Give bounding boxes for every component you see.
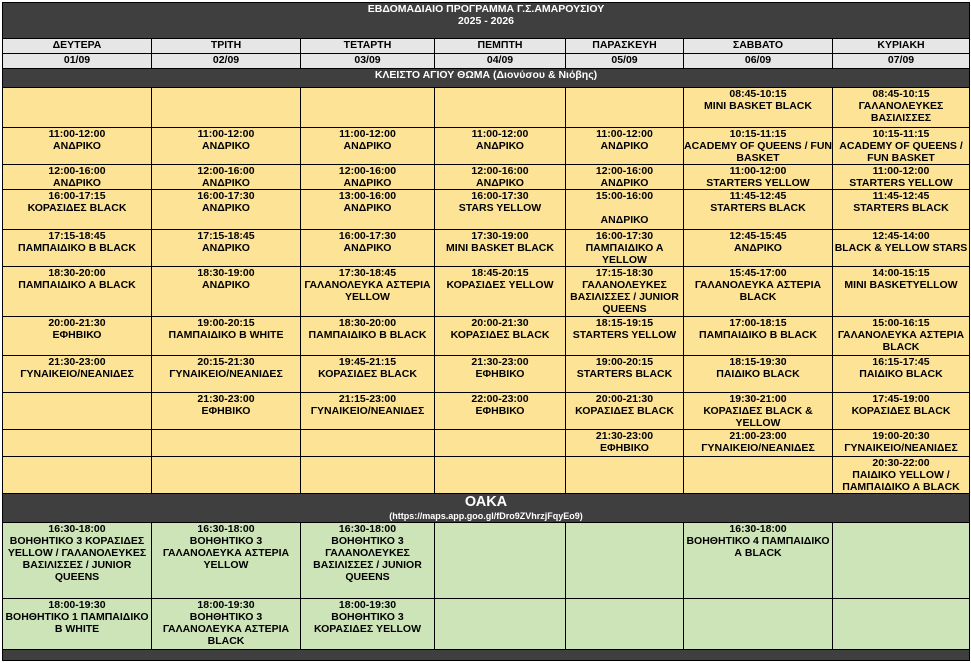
slot-time: 17:45-19:00 [872,392,930,405]
venue-header-row [3,69,970,88]
slot-time: 18:00-19:30 [48,598,106,611]
slot-team: MINI BASKETYELLOW [844,279,958,292]
schedule-slot [684,392,833,429]
slot-time: 12:00-16:00 [595,164,654,177]
slot-team: ΠΑΜΠΑΙΔΙΚΟ Α BLACK [18,279,136,292]
empty-slot [152,88,301,127]
slot-team: ΓΑΛΑΝΟΛΕΥΚΑ ΑΣΤΕΡΙΑ BLACK [837,329,965,354]
slot-time: 21:30-23:00 [197,392,255,405]
day-header: ΤΡΙΤΗ [152,39,301,54]
empty-slot [833,523,970,598]
schedule-slot [152,523,301,598]
schedule-slot [152,267,301,317]
schedule-row [3,355,970,392]
slot-team: BLACK & YELLOW STARS [834,241,968,254]
schedule-row [3,523,970,598]
schedule-slot [3,598,152,649]
season-label: 2025 - 2026 [457,15,515,27]
schedule-slot [684,267,833,317]
schedule-slot [301,598,435,649]
schedule-slot [833,456,970,493]
slot-time: 19:00-20:15 [595,355,654,368]
slot-time: 18:15-19:30 [729,355,787,368]
day-header: ΠΑΡΑΣΚΕΥΗ [566,39,684,54]
slot-time: 15:00-16:00 [595,189,654,202]
slot-team: STARTERS BLACK [853,201,949,214]
slot-time: 17:15-18:45 [197,229,255,242]
empty-slot [435,429,566,456]
slot-team: ΚΟΡΑΣΙΔΕΣ YELLOW [446,279,554,292]
slot-team: ΑΝΔΡΙΚΟ [600,176,649,189]
slot-team: ΑΝΔΡΙΚΟ [343,176,392,189]
venue-name: ΚΛΕΙΣΤΟ ΑΓΙΟΥ ΘΩΜΑ (Διονύσου & Νιόβης) [374,69,598,82]
slot-team: ΑΝΔΡΙΚΟ [343,241,392,254]
slot-time: 19:30-21:00 [729,392,787,405]
schedule-slot [435,127,566,164]
schedule-slot [3,164,152,189]
schedule-slot [833,229,970,266]
slot-team: ΕΦΗΒΙΚΟ [600,441,649,454]
schedule-slot [684,88,833,127]
slot-team: ΓΥΝΑΙΚΕΙΟ/ΝΕΑΝΙΔΕΣ [310,404,425,417]
slot-time: 20:30-22:00 [872,456,930,469]
schedule-slot [833,429,970,456]
schedule-row [3,229,970,266]
slot-team: ΚΟΡΑΣΙΔΕΣ BLACK & YELLOW [703,404,813,429]
schedule-slot [3,317,152,355]
slot-team: ΒΟΗΘΗΤΙΚΟ 3 ΓΑΛΑΝΟΛΕΥΚΑ ΑΣΤΕΡΙΑ YELLOW [162,535,290,572]
schedule-slot [152,189,301,229]
schedule-slot [152,229,301,266]
schedule-slot [3,355,152,392]
footer-cell [3,649,970,660]
slot-time: 16:30-18:00 [48,523,106,536]
slot-team: ΑΝΔΡΙΚΟ [53,139,101,152]
date-header: 05/09 [566,54,684,69]
schedule-slot [684,164,833,189]
date-header-row [3,54,970,69]
slot-team: ΠΑΙΔΙΚΟ YELLOW / ΠΑΜΠΑΙΔΙΚΟ Α BLACK [842,468,960,493]
slot-time: 16:00-17:30 [197,189,255,202]
schedule-row [3,164,970,189]
schedule-slot [684,429,833,456]
slot-team: ΒΟΗΘΗΤΙΚΟ 3 ΚΟΡΑΣΙΔΕΣ YELLOW [314,610,421,635]
schedule-row [3,189,970,229]
slot-time: 11:00-12:00 [872,164,930,177]
date-header: 06/09 [684,54,833,69]
slot-team: MINI BASKET BLACK [446,241,554,254]
schedule-slot [833,267,970,317]
empty-slot [684,456,833,493]
slot-time: 12:45-14:00 [872,229,930,242]
slot-team: ΕΦΗΒΙΚΟ [201,404,251,417]
slot-team: ΓΥΝΑΙΚΕΙΟ/ΝΕΑΝΙΔΕΣ [169,367,283,380]
schedule-slot [152,317,301,355]
schedule-slot [833,189,970,229]
schedule-slot [566,429,684,456]
slot-time: 18:30-19:00 [197,267,255,280]
schedule-slot [566,229,684,266]
day-header: ΚΥΡΙΑΚΗ [833,39,970,54]
slot-time: 18:00-19:30 [338,598,397,611]
slot-team: STARTERS YELLOW [572,329,677,342]
schedule-slot [566,267,684,317]
schedule-slot [566,317,684,355]
slot-team: ΓΥΝΑΙΚΕΙΟ/ΝΕΑΝΙΔΕΣ [20,367,134,380]
slot-team: ΓΥΝΑΙΚΕΙΟ/ΝΕΑΝΙΔΕΣ [844,441,958,454]
slot-time: 22:00-23:00 [471,392,529,405]
empty-slot [152,456,301,493]
slot-time: 21:00-23:00 [729,429,787,442]
slot-team: ΠΑΜΠΑΙΔΙΚΟ Α YELLOW [585,241,664,266]
title-cell [3,3,970,39]
empty-slot [301,88,435,127]
slot-time: 11:00-12:00 [197,127,255,140]
slot-team: ΑΝΔΡΙΚΟ [202,176,250,189]
schedule-row [3,267,970,317]
empty-slot [566,456,684,493]
day-header: ΠΕΜΠΤΗ [435,39,566,54]
venue-header [3,69,970,88]
schedule-row [3,429,970,456]
venue-header-row [3,494,970,523]
schedule-slot [566,355,684,392]
slot-time: 17:30-18:45 [338,267,397,280]
slot-team: STARS YELLOW [458,201,542,214]
empty-slot [3,456,152,493]
slot-time: 11:00-12:00 [596,127,653,140]
schedule-slot [566,392,684,429]
schedule-row [3,317,970,355]
slot-time: 20:00-21:30 [471,317,529,330]
slot-team: ΓΥΝΑΙΚΕΙΟ/ΝΕΑΝΙΔΕΣ [701,441,815,454]
slot-time: 21:30-23:00 [595,429,654,442]
slot-team: ΚΟΡΑΣΙΔΕΣ BLACK [575,404,674,417]
slot-time: 18:45-20:15 [471,267,529,280]
slot-team: ΒΟΗΘΗΤΙΚΟ 3 ΓΑΛΑΝΟΛΕΥΚΑ ΑΣΤΕΡΙΑ BLACK [162,610,290,647]
schedule-row [3,598,970,649]
schedule-slot [152,127,301,164]
empty-slot [301,429,435,456]
slot-team: ΠΑΜΠΑΙΔΙΚΟ Β WHITE [168,329,284,342]
slot-team: ΑΝΔΡΙΚΟ [202,241,250,254]
slot-time: 10:15-11:15 [729,127,787,140]
slot-team: STARTERS YELLOW [706,176,810,189]
title-row [3,3,970,39]
slot-team: ΑΝΔΡΙΚΟ [202,279,250,292]
slot-team: ΑΝΔΡΙΚΟ [476,139,524,152]
slot-time: 20:00-21:30 [595,392,654,405]
day-header: ΤΕΤΑΡΤΗ [301,39,435,54]
slot-team: ΠΑΜΠΑΙΔΙΚΟ Β BLACK [699,329,817,342]
schedule-slot [3,523,152,598]
schedule-slot [684,229,833,266]
date-header: 03/09 [301,54,435,69]
slot-team: ΚΟΡΑΣΙΔΕΣ BLACK [851,404,951,417]
slot-time: 21:15-23:00 [338,392,397,405]
schedule-slot [301,164,435,189]
schedule-slot [684,355,833,392]
date-header: 07/09 [833,54,970,69]
schedule-slot [152,355,301,392]
slot-time: 21:30-23:00 [471,355,529,368]
schedule-slot [435,267,566,317]
date-header: 04/09 [435,54,566,69]
schedule-slot [684,189,833,229]
slot-time: 12:00-16:00 [48,164,106,177]
schedule-row [3,456,970,493]
slot-team: ΚΟΡΑΣΙΔΕΣ BLACK [318,367,417,380]
slot-time: 11:00-12:00 [48,127,106,140]
schedule-slot [301,127,435,164]
slot-team: ΕΦΗΒΙΚΟ [475,367,525,380]
schedule-slot [301,317,435,355]
slot-time: 10:15-11:15 [872,127,930,140]
slot-time: 12:00-16:00 [197,164,255,177]
schedule-slot [3,127,152,164]
slot-team: ΑΝΔΡΙΚΟ [600,139,649,152]
schedule-slot [3,229,152,266]
schedule-slot [566,189,684,229]
empty-slot [566,523,684,598]
slot-time: 19:00-20:30 [872,429,930,442]
empty-slot [566,598,684,649]
slot-time: 13:00-16:00 [338,189,397,202]
schedule-slot [833,88,970,127]
slot-time: 16:30-18:00 [197,523,255,536]
empty-slot [3,392,152,429]
date-header: 02/09 [152,54,301,69]
empty-slot [3,88,152,127]
slot-time: 16:00-17:30 [595,229,654,242]
schedule-slot [301,267,435,317]
schedule-slot [833,392,970,429]
day-header-row [3,39,970,54]
schedule-row [3,88,970,127]
slot-time: 08:45-10:15 [729,88,787,101]
empty-slot [566,88,684,127]
schedule-slot [301,229,435,266]
slot-team: ΒΟΗΘΗΤΙΚΟ 3 ΓΑΛΑΝΟΛΕΥΚΕΣ ΒΑΣΙΛΙΣΣΕΣ / JUNIOR QUEENS [313,535,422,584]
slot-time: 11:45-12:45 [729,189,787,202]
slot-time: 19:00-20:15 [197,317,255,330]
schedule-row [3,127,970,164]
schedule-slot [684,127,833,164]
slot-team: STARTERS BLACK [710,201,806,214]
schedule-slot [435,229,566,266]
slot-time: 21:30-23:00 [48,355,106,368]
slot-time: 17:15-18:45 [48,229,106,242]
slot-team: ΒΟΗΘΗΤΙΚΟ 4 ΠΑΜΠΑΙΔΙΚΟ Α BLACK [686,535,830,560]
slot-time: 17:30-19:00 [471,229,529,242]
schedule-slot [684,523,833,598]
day-header: ΔΕΥΤΕΡΑ [3,39,152,54]
slot-team: ΓΑΛΑΝΟΛΕΥΚΑ ΑΣΤΕΡΙΑ BLACK [694,279,822,304]
slot-team: ΚΟΡΑΣΙΔΕΣ BLACK [27,201,127,214]
slot-team: ΕΦΗΒΙΚΟ [475,404,525,417]
schedule-slot [152,392,301,429]
schedule-slot [566,127,684,164]
slot-time: 12:45-15:45 [729,229,787,242]
slot-time: 16:30-18:00 [338,523,397,536]
slot-time: 19:45-21:15 [338,355,397,368]
slot-time: 08:45-10:15 [872,88,930,101]
empty-slot [684,598,833,649]
slot-time: 16:00-17:15 [48,189,106,202]
slot-time: 20:15-21:30 [197,355,255,368]
slot-time: 16:00-17:30 [338,229,397,242]
schedule-slot [301,523,435,598]
venue-header [3,494,970,523]
slot-team: STARTERS BLACK [576,367,673,380]
empty-slot [435,523,566,598]
schedule-title: ΕΒΔΟΜΑΔΙΑΙΟ ΠΡΟΓΡΑΜΜΑ Γ.Σ.ΑΜΑΡΟΥΣΙΟΥ [367,3,605,15]
slot-team: ACADEMY OF QUEENS / FUN BASKET [839,139,963,164]
date-header: 01/09 [3,54,152,69]
empty-slot [833,598,970,649]
slot-team: ACADEMY OF QUEENS / FUN BASKET [684,139,832,164]
slot-team: ΑΝΔΡΙΚΟ [343,201,392,214]
slot-team: ΒΟΗΘΗΤΙΚΟ 3 ΚΟΡΑΣΙΔΕΣ YELLOW / ΓΑΛΑΝΟΛΕΥΚΕΣ ΒΑΣΙΛΙΣΣΕΣ / JUNIOR QUEENS [7,535,147,584]
slot-time: 16:00-17:30 [471,189,529,202]
schedule-slot [301,189,435,229]
schedule-row [3,392,970,429]
slot-team: ΠΑΜΠΑΙΔΙΚΟ Β BLACK [308,329,427,342]
slot-team: ΓΑΛΑΝΟΛΕΥΚΑ ΑΣΤΕΡΙΑ YELLOW [304,279,431,304]
slot-team: ΑΝΔΡΙΚΟ [202,139,250,152]
schedule-slot [833,317,970,355]
schedule-slot [152,598,301,649]
slot-time: 18:30-20:00 [48,267,106,280]
slot-team: ΓΑΛΑΝΟΛΕΥΚΕΣ ΒΑΣΙΛΙΣΣΕΣ / JUNIOR QUEENS [570,279,679,316]
schedule-slot [435,392,566,429]
slot-time: 20:00-21:30 [48,317,106,330]
slot-time: 16:15-17:45 [872,355,930,368]
schedule-slot [684,317,833,355]
slot-team: STARTERS YELLOW [849,176,953,189]
schedule-slot [833,164,970,189]
slot-time: 15:45-17:00 [729,267,787,280]
venue-map-link[interactable]: (https://maps.app.goo.gl/fDro9ZVhrzjFqyEo9) [389,511,583,522]
slot-time: 18:30-20:00 [338,317,397,330]
slot-time: 12:00-16:00 [471,164,529,177]
day-header: ΣΑΒΒΑΤΟ [684,39,833,54]
schedule-slot [435,355,566,392]
weekly-schedule-table [2,2,970,661]
slot-team: ΠΑΙΔΙΚΟ BLACK [716,367,800,380]
slot-time: 17:15-18:30 [595,267,654,280]
slot-team: ΒΟΗΘΗΤΙΚΟ 1 ΠΑΜΠΑΙΔΙΚΟ Β WHITE [5,610,149,635]
schedule-slot [3,189,152,229]
slot-team: ΑΝΔΡΙΚΟ [600,213,649,226]
slot-team: ΓΑΛΑΝΟΛΕΥΚΕΣ ΒΑΣΙΛΙΣΣΕΣ [858,100,944,125]
slot-team: ΑΝΔΡΙΚΟ [476,176,524,189]
schedule-slot [301,392,435,429]
schedule-slot [566,164,684,189]
slot-time: 18:15-19:15 [595,317,654,330]
empty-slot [152,429,301,456]
empty-slot [435,88,566,127]
slot-team: ΠΑΜΠΑΙΔΙΚΟ Β BLACK [18,241,136,254]
slot-team: ΠΑΙΔΙΚΟ BLACK [859,367,943,380]
slot-time: 11:00-12:00 [471,127,529,140]
slot-time: 14:00-15:15 [872,267,930,280]
slot-time: 15:00-16:15 [872,317,930,330]
slot-team: ΑΝΔΡΙΚΟ [53,176,101,189]
empty-slot [3,429,152,456]
schedule-slot [3,267,152,317]
slot-time: 11:00-12:00 [339,127,396,140]
venue-name: ΟΑΚΑ [464,494,508,511]
schedule-slot [833,127,970,164]
schedule-slot [435,189,566,229]
schedule-slot [435,317,566,355]
empty-slot [435,456,566,493]
slot-team: MINI BASKET BLACK [704,100,812,113]
slot-time: 11:45-12:45 [872,189,930,202]
footer-bar [3,649,970,660]
slot-time: 16:30-18:00 [729,523,787,536]
schedule-slot [301,355,435,392]
slot-team: ΚΟΡΑΣΙΔΕΣ BLACK [450,329,550,342]
slot-team: ΕΦΗΒΙΚΟ [52,329,102,342]
slot-time: 11:00-12:00 [729,164,787,177]
slot-team: ΑΝΔΡΙΚΟ [343,139,392,152]
schedule-slot [833,355,970,392]
empty-slot [435,598,566,649]
schedule-slot [152,164,301,189]
slot-time: 12:00-16:00 [338,164,397,177]
empty-slot [301,456,435,493]
slot-team: ΑΝΔΡΙΚΟ [202,201,250,214]
slot-time: 18:00-19:30 [197,598,255,611]
slot-team: ΑΝΔΡΙΚΟ [734,241,782,254]
schedule-slot [435,164,566,189]
slot-time: 17:00-18:15 [729,317,787,330]
